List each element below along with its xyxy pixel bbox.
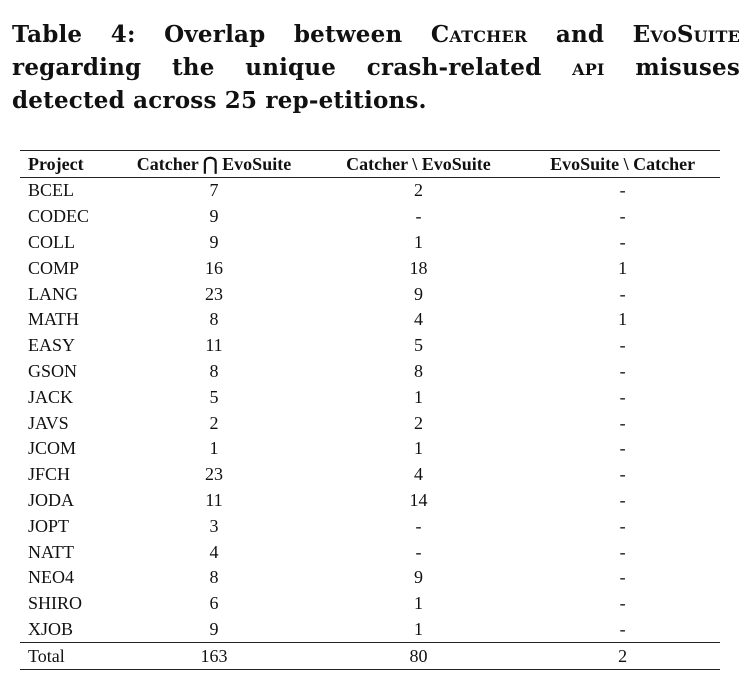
cell-evosuite-only: 1: [618, 257, 628, 278]
table-row: [20, 410, 720, 436]
table-row: [20, 591, 720, 617]
cell-catcher-only: 1: [413, 593, 423, 614]
cell-project: JFCH: [28, 464, 71, 485]
table-row: [20, 307, 720, 333]
cell-catcher-only: -: [415, 515, 422, 536]
table-row: [20, 565, 720, 591]
table-row: [20, 281, 720, 307]
cell-project: GSON: [28, 360, 78, 381]
cell-evosuite-only: -: [619, 618, 626, 639]
cell-project: COMP: [28, 257, 80, 278]
header-evosuite-only: EvoSuite \ Catcher: [550, 153, 696, 174]
cell-catcher-only: -: [415, 206, 422, 227]
cell-evosuite-only: -: [619, 360, 626, 381]
cell-project: XJOB: [28, 618, 74, 639]
cell-intersection: 11: [205, 335, 223, 356]
cell-intersection: 6: [209, 593, 219, 614]
table-body: [20, 178, 720, 670]
cell-evosuite-only: -: [619, 335, 626, 356]
cell-evosuite-only: -: [619, 515, 626, 536]
cell-evosuite-only: -: [619, 489, 626, 510]
cell-project: NATT: [28, 541, 74, 562]
cell-catcher-only: 4: [413, 309, 423, 330]
cell-evosuite-only: -: [619, 386, 626, 407]
cell-intersection: 9: [209, 618, 219, 639]
table-row: [20, 255, 720, 281]
cell-evosuite-only: -: [619, 180, 626, 201]
cell-evosuite-only: -: [619, 593, 626, 614]
table-row: [20, 204, 720, 230]
cell-intersection: 8: [209, 567, 219, 588]
table-row: [20, 230, 720, 256]
cell-project: JOPT: [28, 515, 70, 536]
table-row: [20, 178, 720, 204]
table-header-row: [20, 151, 720, 178]
cell-catcher-only: 1: [413, 386, 423, 407]
cell-catcher-only: 2: [413, 412, 423, 433]
cell-catcher-only: 4: [413, 464, 423, 485]
table-caption: [12, 18, 740, 117]
cell-catcher-only: 18: [409, 257, 428, 278]
cell-catcher-only: 8: [413, 360, 423, 381]
cell-project: JACK: [28, 386, 74, 407]
cell-intersection: 16: [204, 257, 223, 278]
cell-intersection: 2: [209, 412, 219, 433]
caption-evosuite: EvoSuite: [632, 21, 740, 48]
cell-evosuite-only: -: [619, 541, 626, 562]
total-intersection: 163: [200, 645, 228, 666]
overlap-table-container: [20, 150, 720, 670]
cell-intersection: 8: [209, 309, 219, 330]
table-total-row: [20, 643, 720, 670]
cell-catcher-only: 5: [413, 335, 423, 356]
total-catcher-only: 80: [409, 645, 428, 666]
cell-catcher-only: 9: [413, 283, 423, 304]
cell-catcher-only: 1: [413, 618, 423, 639]
cell-evosuite-only: -: [619, 283, 626, 304]
table-row: [20, 539, 720, 565]
cell-intersection: 3: [209, 515, 219, 536]
cell-intersection: 23: [204, 283, 223, 304]
cell-evosuite-only: -: [619, 206, 626, 227]
caption-text-2: and: [527, 21, 633, 48]
table-row: [20, 359, 720, 385]
cell-project: EASY: [28, 335, 76, 356]
cell-project: JCOM: [28, 438, 77, 459]
table-row: [20, 617, 720, 643]
cell-intersection: 9: [209, 206, 219, 227]
cell-evosuite-only: -: [619, 567, 626, 588]
cell-project: NEO4: [28, 567, 74, 588]
cell-project: BCEL: [28, 180, 75, 201]
table-row: [20, 462, 720, 488]
caption-text-1: Table 4: Overlap between: [12, 21, 431, 48]
cell-catcher-only: 2: [413, 180, 423, 201]
cell-evosuite-only: -: [619, 464, 626, 485]
cell-evosuite-only: -: [619, 412, 626, 433]
cell-project: JODA: [28, 489, 75, 510]
header-intersection: Catcher ⋂ EvoSuite: [136, 153, 292, 174]
cell-project: CODEC: [28, 206, 90, 227]
header-catcher-only: Catcher \ EvoSuite: [346, 153, 491, 174]
caption-api: api: [572, 54, 605, 81]
total-evosuite-only: 2: [618, 645, 628, 666]
table-row: [20, 488, 720, 514]
cell-intersection: 8: [209, 360, 219, 381]
cell-project: MATH: [28, 309, 80, 330]
cell-intersection: 5: [209, 386, 219, 407]
table-row: [20, 384, 720, 410]
cell-evosuite-only: -: [619, 231, 626, 252]
table-row: [20, 513, 720, 539]
cell-catcher-only: -: [415, 541, 422, 562]
cell-catcher-only: 1: [413, 438, 423, 459]
cell-catcher-only: 1: [413, 231, 423, 252]
cell-project: SHIRO: [28, 593, 83, 614]
cell-project: LANG: [28, 283, 78, 304]
cell-evosuite-only: -: [619, 438, 626, 459]
table-row: [20, 333, 720, 359]
cell-project: COLL: [28, 231, 75, 252]
cell-evosuite-only: 1: [618, 309, 628, 330]
cell-intersection: 9: [209, 231, 219, 252]
cell-intersection: 11: [205, 489, 223, 510]
cell-project: JAVS: [28, 412, 69, 433]
total-label: Total: [28, 645, 65, 666]
overlap-table: [20, 150, 720, 670]
caption-text-3: regarding the unique crash-related: [12, 54, 573, 81]
header-project: Project: [28, 153, 84, 174]
cell-intersection: 23: [204, 464, 223, 485]
table-row: [20, 436, 720, 462]
caption-text-4: misuses detected across 25 rep-etitions.: [12, 54, 740, 114]
cell-intersection: 1: [209, 438, 219, 459]
caption-catcher: Catcher: [430, 21, 528, 48]
cell-intersection: 7: [209, 180, 219, 201]
cell-intersection: 4: [209, 541, 219, 562]
cell-catcher-only: 9: [413, 567, 423, 588]
cell-catcher-only: 14: [409, 489, 428, 510]
